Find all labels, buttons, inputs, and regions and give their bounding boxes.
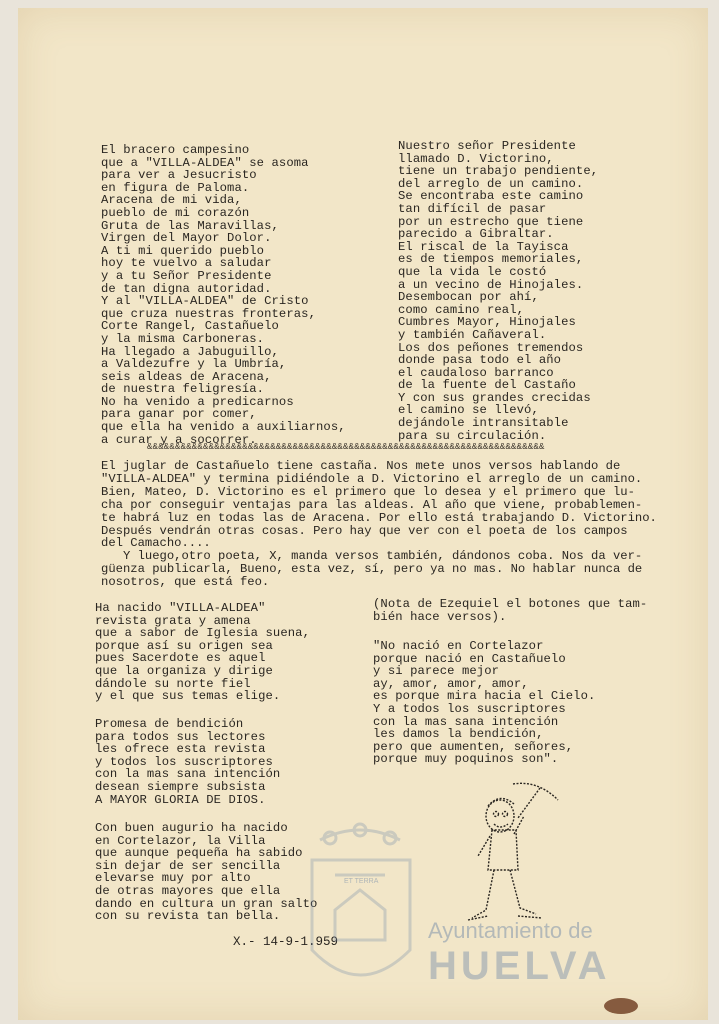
text-line: Ha llegado a Jabuguillo, (101, 344, 279, 359)
text-line: Ha nacido "VILLA-ALDEA" (95, 601, 266, 615)
text-line: con la mas sana intención (373, 714, 559, 729)
text-line: para ganar por comer, (101, 407, 257, 422)
text-line: Gruta de las Maravillas, (101, 218, 279, 233)
text-line: A ti mi querido pueblo (101, 243, 265, 258)
text-line: Los dos peñones tremendos (398, 340, 584, 355)
text-line: el caudaloso barranco (398, 365, 554, 380)
text-line: a Valdezufre y la Umbría, (101, 357, 287, 372)
paper-stain (604, 998, 638, 1014)
text-line: "VILLA-ALDEA" y termina pidiéndole a D. Victorino el arreglo de un camino. (101, 471, 643, 486)
text-line: El bracero campesino (101, 143, 250, 157)
text-line: tiene un trabajo pendiente, (398, 164, 599, 179)
text-line: y todos los suscriptores (95, 754, 273, 769)
text-line: que la vida le costó (398, 264, 547, 279)
text-line: a un vecino de Hinojales. (398, 277, 584, 292)
decorative-separator: &&&&&&&&&&&&&&&&&&&&&&&&&&&&&&&&&&&&&&&&&&&&&&&&&&&&&&&&&&&&&&&&&&&&&&& (147, 442, 545, 452)
text-line: el camino se llevó, (398, 403, 539, 418)
text-line: güenza publicarla, Bueno, esta vez, sí, pero ya no mas. No hablar nunca de (101, 562, 643, 577)
text-line: nosotros, que está feo. (101, 575, 270, 590)
text-line: Promesa de bendición (95, 717, 244, 731)
text-line: Con buen augurio ha nacido (95, 821, 288, 835)
text-line: Cumbres Mayor, Hinojales (398, 315, 576, 330)
text-line: Se encontraba este camino (398, 189, 584, 204)
text-line: (Nota de Ezequiel el botones que tam- (373, 597, 648, 611)
text-line: que ella ha venido a auxiliarnos, (101, 420, 346, 435)
text-line: elevarse muy por alto (95, 871, 251, 886)
text-line: Y luego,otro poeta, X, manda versos también, dándonos coba. Nos da ver- (101, 549, 643, 564)
text-line: porque nació en Castañuelo (373, 651, 566, 666)
text-line: donde pasa todo el año (398, 353, 562, 368)
text-line: por un estrecho que tiene (398, 214, 584, 229)
text-line: que aunque pequeña ha sabido (95, 846, 303, 861)
text-line: hoy te vuelvo a saludar (101, 256, 272, 271)
text-line: es porque mira hacia el Cielo. (373, 689, 596, 704)
text-line: de nuestra feligresía. (101, 382, 265, 397)
text-line: bién hace versos). (373, 609, 507, 624)
text-line: para todos sus lectores (95, 729, 266, 744)
text-line: pues Sacerdote es aquel (95, 651, 266, 666)
signature-date: X.- 14-9-1.959 (233, 935, 339, 949)
text-line: parecido a Gibraltar. (398, 227, 554, 242)
text-line: para ver a Jesucristo (101, 168, 257, 183)
text-line: porque muy poquinos son". (373, 752, 559, 767)
text-line: Bien, Mateo, D. Victorino es el primero que lo desea y el primero que lu- (101, 484, 635, 499)
text-line: Desembocan por ahí, (398, 290, 539, 305)
text-line: a curar y a socorrer. (101, 432, 257, 447)
left-poem-1 (101, 144, 346, 446)
text-line: seis aldeas de Aracena, (101, 369, 272, 384)
text-line: en figura de Paloma. (101, 180, 250, 195)
text-line: dándole su norte fiel (95, 676, 251, 691)
text-line: Después vendrán otras cosas. Pero hay que ver con el poeta de los campos (101, 523, 628, 538)
text-line: con la mas sana intención (95, 767, 281, 782)
text-line: Y con sus grandes crecidas (398, 390, 591, 405)
text-line: cha por conseguir ventajas para las aldeas. Al año que viene, probablemen- (101, 497, 643, 512)
left-poem-2c (95, 822, 317, 923)
text-line: Virgen del Mayor Dolor. (101, 231, 272, 246)
text-line: porque así su origen sea (95, 638, 273, 653)
text-line: No ha venido a predicarnos (101, 394, 294, 409)
text-line: que a sabor de Iglesia suena, (95, 626, 310, 641)
text-line: les ofrece esta revista (95, 742, 266, 757)
text-line: El riscal de la Tayisca (398, 239, 569, 254)
text-line: de la fuente del Castaño (398, 378, 576, 393)
text-line: dando en cultura un gran salto (95, 896, 318, 911)
text-line: revista grata y amena (95, 613, 251, 628)
text-line: del arreglo de un camino. (398, 176, 584, 191)
text-line: tan difícil de pasar (398, 201, 547, 216)
text-line: de otras mayores que ella (95, 883, 281, 898)
text-line: pero que aumenten, señores, (373, 739, 574, 754)
text-line: llamado D. Victorino, (398, 151, 554, 166)
text-line: dejándole intransitable (398, 416, 569, 431)
text-line: como camino real, (398, 302, 525, 317)
prose-commentary (101, 460, 657, 589)
text-line: y a tu Señor Presidente (101, 268, 272, 283)
text-line: "No nació en Cortelazor (373, 639, 544, 653)
text-line: es de tiempos memoriales, (398, 252, 584, 267)
text-line: y la misma Carboneras. (101, 331, 265, 346)
text-line: de tan digna autoridad. (101, 281, 272, 296)
text-line: Y a todos los suscriptores (373, 701, 566, 716)
left-poem-2b (95, 718, 280, 806)
text-line: El juglar de Castañuelo tiene castaña. Nos mete unos versos hablando de (101, 459, 621, 473)
text-line: Nuestro señor Presidente (398, 139, 576, 153)
text-line: del Camacho.... (101, 536, 211, 551)
watermark-line1: Ayuntamiento de (428, 918, 593, 943)
text-line: que la organiza y dirige (95, 663, 273, 678)
text-line: A MAYOR GLORIA DE DIOS. (95, 792, 266, 807)
text-line: Aracena de mi vida, (101, 193, 242, 208)
text-line: Corte Rangel, Castañuelo (101, 319, 279, 334)
left-poem-2a (95, 602, 310, 703)
text-line: Y al "VILLA-ALDEA" de Cristo (101, 294, 309, 309)
text-line: con su revista tan bella. (95, 909, 281, 924)
text-line: pueblo de mi corazón (101, 205, 250, 220)
text-line: y si parece mejor (373, 664, 500, 679)
text-line: ay, amor, amor, amor, (373, 676, 529, 691)
text-line: que cruza nuestras fronteras, (101, 306, 316, 321)
watermark-line2: HUELVA (428, 944, 611, 988)
watermark-shield-text: ET TERRA (344, 878, 379, 885)
text-line: en Cortelazor, la Villa (95, 833, 266, 848)
text-line: y el que sus temas elige. (95, 689, 281, 704)
text-line: te habrá luz en todas las de Aracena. Por ello está trabajando D. Victorino. (101, 510, 657, 525)
right-poem-1 (398, 140, 598, 442)
text-line: y también Cañaveral. (398, 327, 547, 342)
text-line: que a "VILLA-ALDEA" se asoma (101, 155, 309, 170)
text-line: desean siempre subsista (95, 779, 266, 794)
right-poem-2 (373, 640, 595, 766)
text-line: sin dejar de ser sencilla (95, 858, 281, 873)
text-line: les damos la bendición, (373, 727, 544, 742)
text-line: para su circulación. (398, 428, 547, 443)
right-note (373, 598, 647, 623)
